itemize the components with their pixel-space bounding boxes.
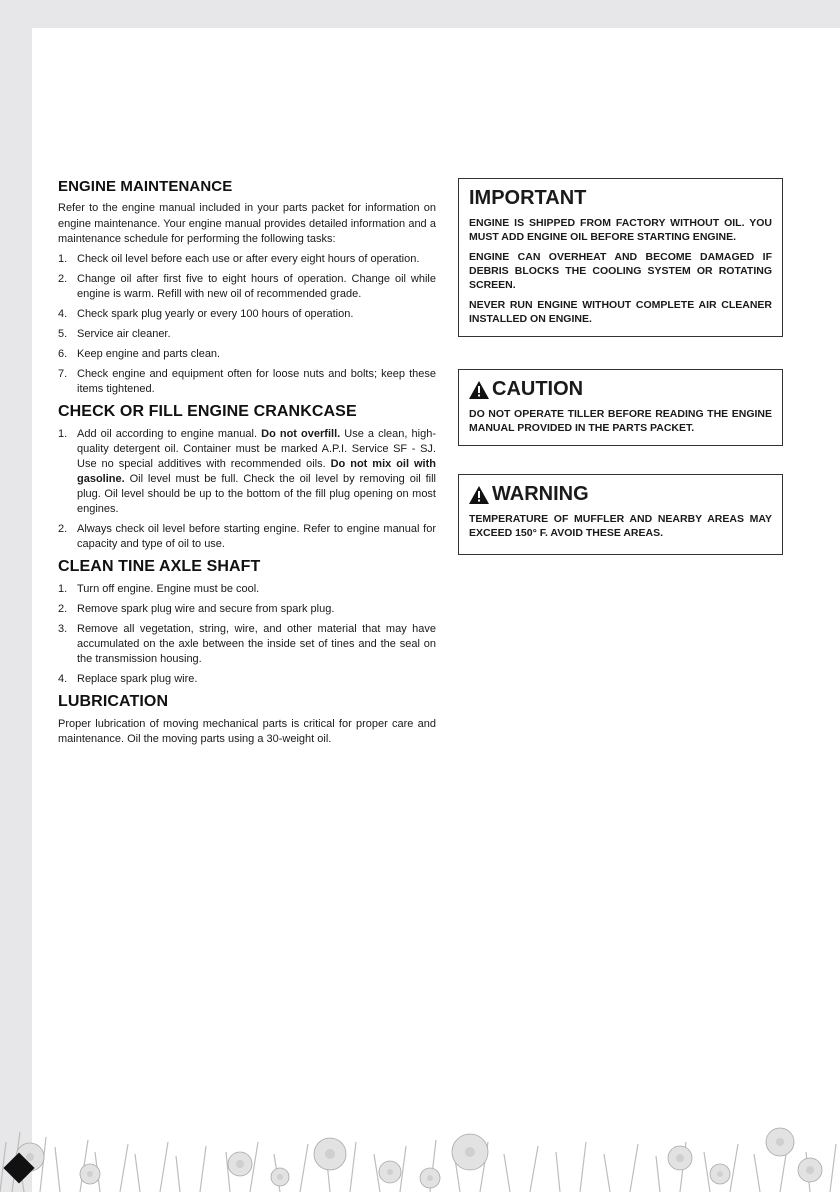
caution-text: DO NOT OPERATE TILLER BEFORE READING THE ENGINE MANUAL PROVIDED IN THE PARTS PACKET. (469, 408, 772, 434)
tine-axle-list (58, 582, 436, 687)
warning-box (458, 474, 783, 555)
crankcase-section (58, 403, 436, 552)
caution-box (458, 369, 783, 446)
manual-page (32, 28, 840, 1192)
engine-maintenance-list (58, 252, 436, 397)
lubrication-text: Proper lubrication of moving mechanical parts is critical for proper care and maintenance. Oil the moving parts using a 30-weight oil. (58, 717, 436, 745)
warning-title-row (469, 483, 772, 506)
important-paragraph: ENGINE CAN OVERHEAT AND BECOME DAMAGED IF DEBRIS BLOCKS THE COOLING SYSTEM OR ROTATING SCREEN. (469, 251, 772, 291)
left-column (58, 178, 436, 752)
list-item: 2. Remove spark plug wire and secure from spark plug. (58, 602, 335, 615)
list-item: 2. Change oil after first five to eight hours of operation. Change oil while engine is warm. Refill with new oil of recommended grade. (58, 272, 436, 300)
caution-title: CAUTION (492, 378, 584, 400)
important-paragraph: ENGINE IS SHIPPED FROM FACTORY WITHOUT OIL. YOU MUST ADD ENGINE OIL BEFORE STARTING ENGINE. (469, 217, 772, 243)
list-item: 3. Remove all vegetation, string, wire, and other material that may have accumulated on the axle between the inside set of tines and the seal on the transmission housing. (58, 622, 436, 665)
list-item: 1. Check oil level before each use or after every eight hours of operation. (58, 252, 420, 265)
engine-maintenance-heading: ENGINE MAINTENANCE (58, 178, 233, 195)
tine-axle-heading: CLEAN TINE AXLE SHAFT (58, 557, 261, 575)
crankcase-heading: CHECK OR FILL ENGINE CRANKCASE (58, 402, 357, 420)
list-item: 1. Add oil according to engine manual. Do not overfill. Use a clean, high-quality detergent oil. Container must be marked A.P.I. Service SF - SJ. Use no special additives with recommended oils. Do not mix oil with gasoline. Oil level must be full. Check the oil level by removing oil fill plug. Oil level should be up to the bottom of the fill plug opening on most engines. (58, 427, 437, 515)
list-item: 5. Service air cleaner. (58, 327, 171, 340)
list-item: 7. Check engine and equipment often for loose nuts and bolts; keep these items tightened. (58, 367, 436, 395)
list-item: 4. Replace spark plug wire. (58, 672, 198, 685)
list-item: 1. Turn off engine. Engine must be cool. (58, 582, 260, 595)
warning-triangle-icon (469, 486, 489, 504)
warning-text: TEMPERATURE OF MUFFLER AND NEARBY AREAS MAY EXCEED 150° F. AVOID THESE AREAS. (469, 513, 772, 539)
caution-title-row (469, 378, 772, 401)
lubrication-heading: LUBRICATION (58, 692, 169, 710)
warning-title: WARNING (492, 483, 589, 505)
list-item: 4. Check spark plug yearly or every 100 hours of operation. (58, 307, 354, 320)
engine-maintenance-intro: Refer to the engine manual included in your parts packet for information on engine maintenance. Your engine manual provides detailed information and a maintenance schedule for performing the following tasks: (58, 202, 436, 245)
flower-border-decoration (0, 1082, 840, 1192)
lubrication-section (58, 693, 436, 748)
engine-maintenance-section (58, 178, 436, 397)
important-title: IMPORTANT (469, 187, 587, 209)
tine-axle-section (58, 558, 436, 687)
warning-triangle-icon (469, 381, 489, 399)
important-paragraph: NEVER RUN ENGINE WITHOUT COMPLETE AIR CLEANER INSTALLED ON ENGINE. (469, 299, 772, 325)
crankcase-list (58, 427, 436, 552)
important-box (458, 178, 783, 337)
list-item: 6. Keep engine and parts clean. (58, 347, 221, 360)
list-item: 2. Always check oil level before starting engine. Refer to engine manual for capacity and type of oil to use. (58, 522, 436, 550)
